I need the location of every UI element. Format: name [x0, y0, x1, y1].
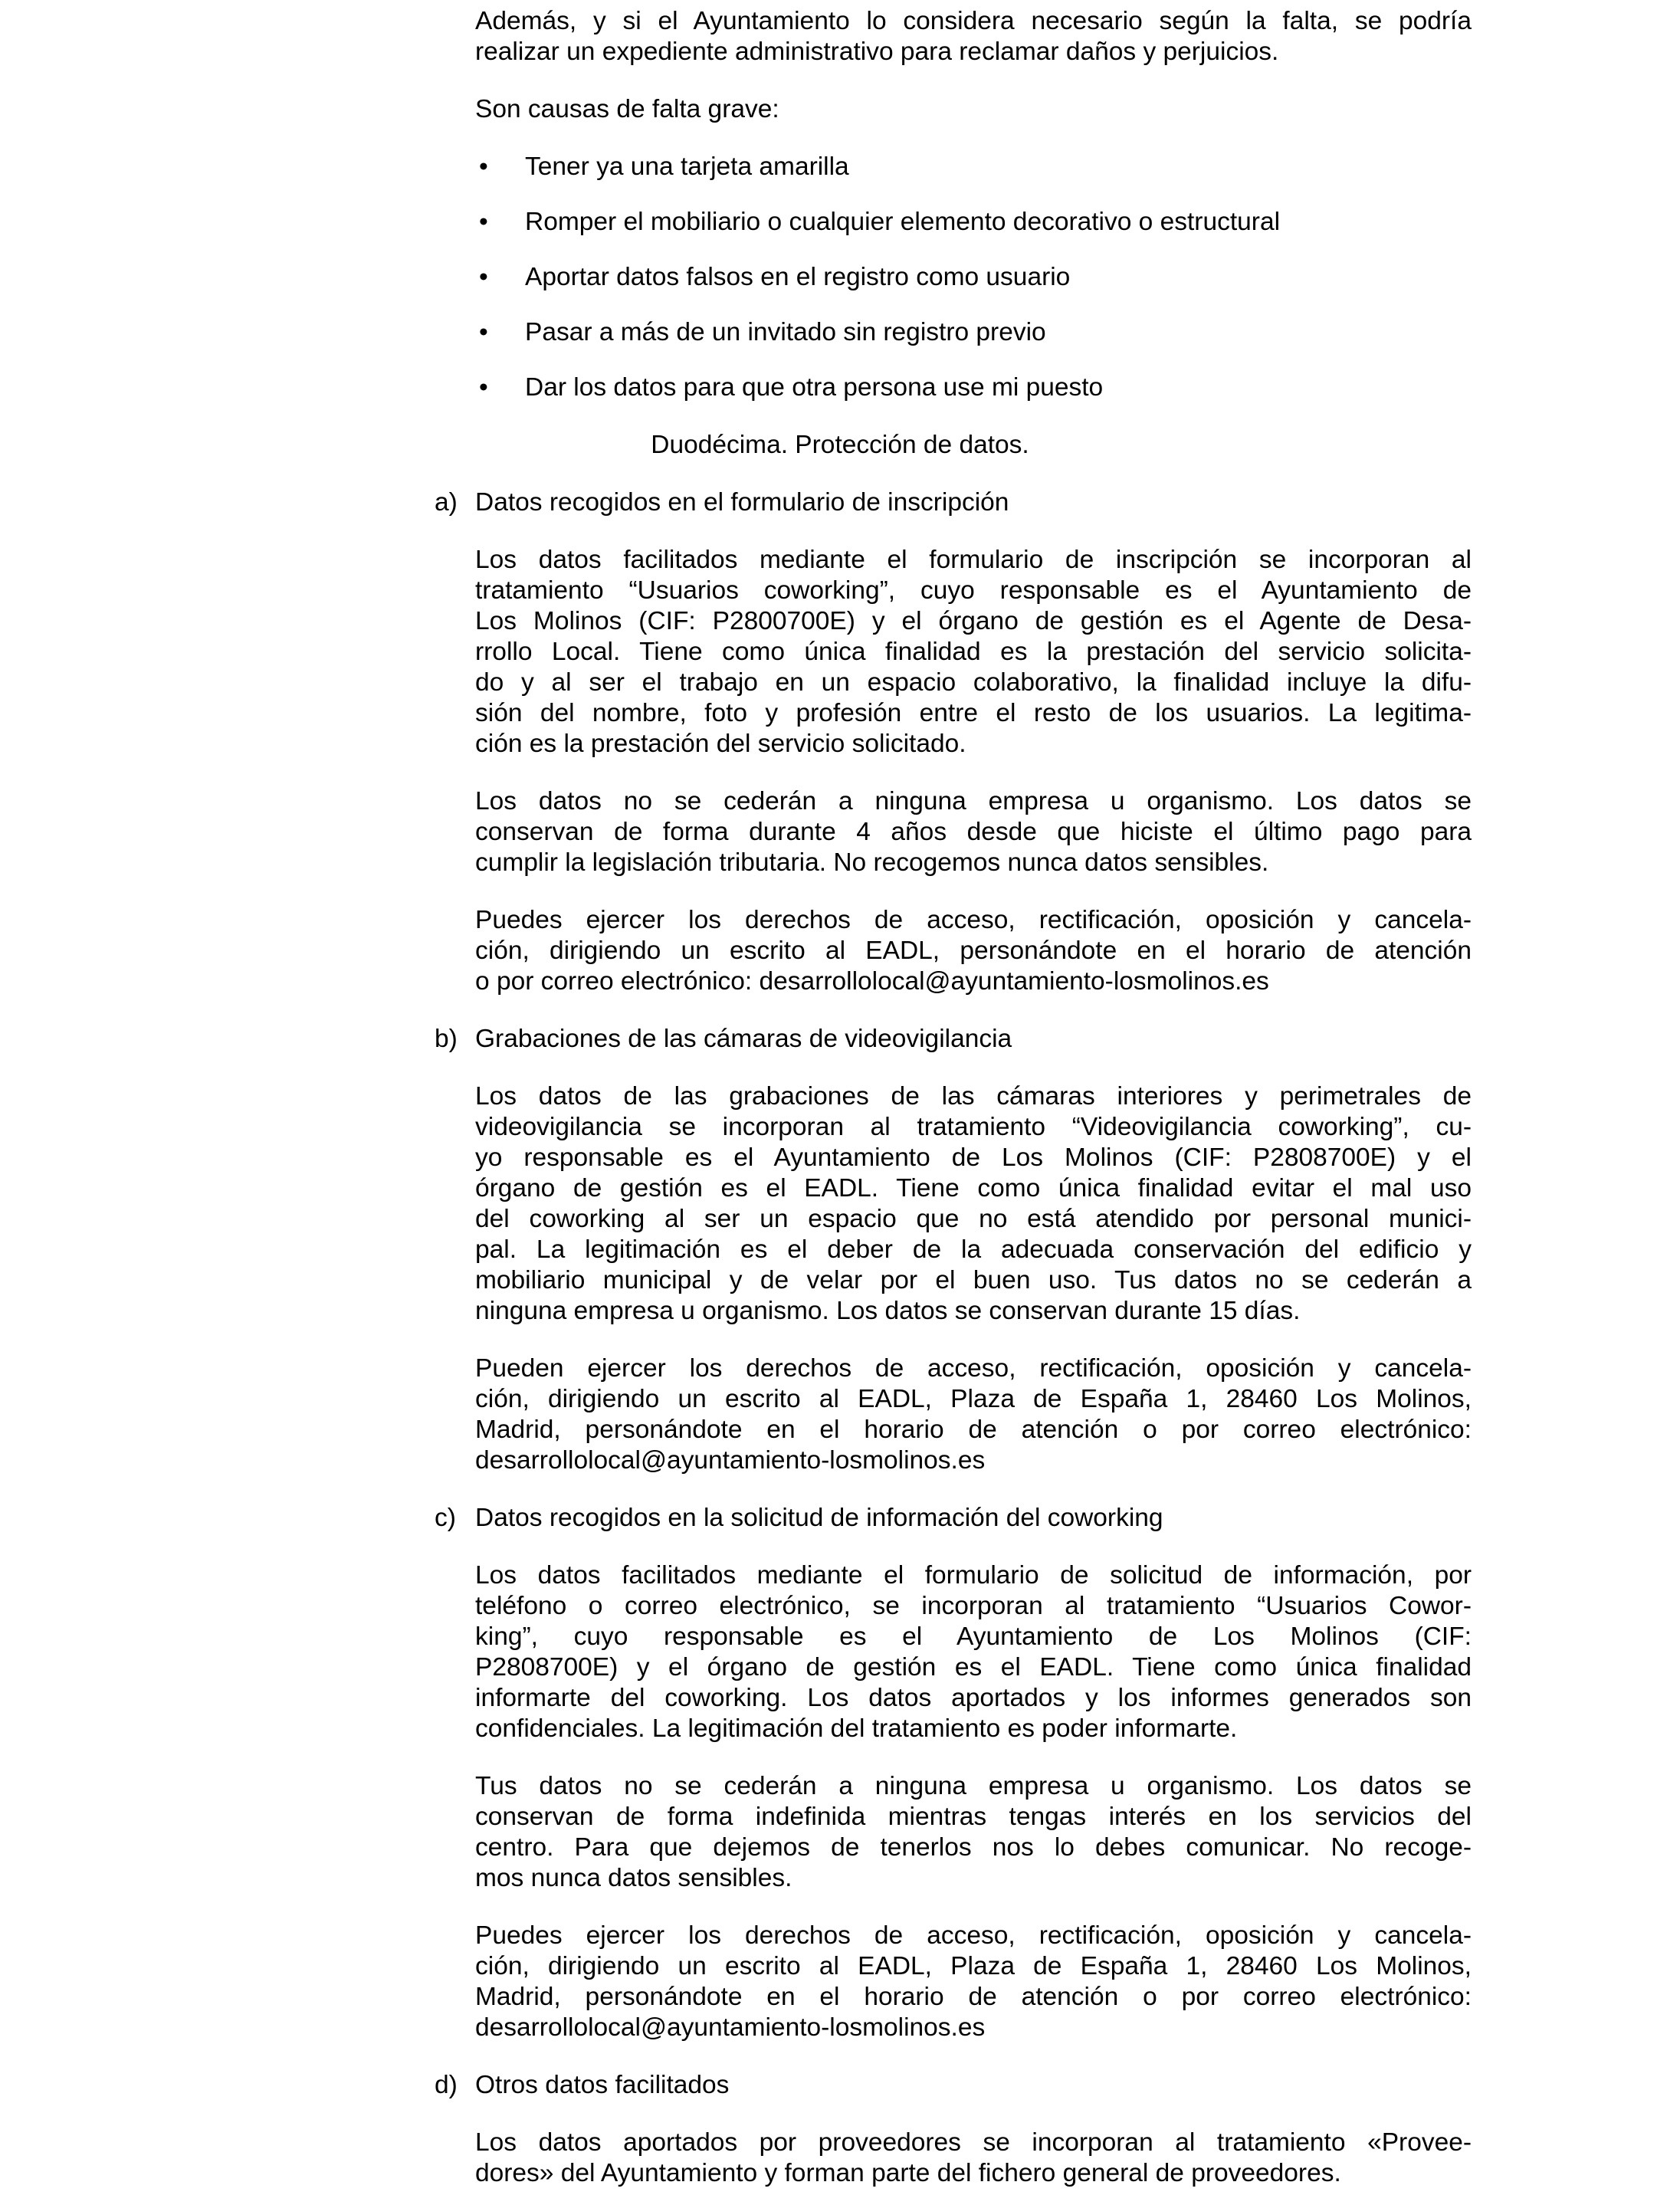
paragraph-line: informarte del coworking. Los datos aportados y los informes generados son	[475, 1684, 1472, 1712]
bullet-item	[475, 152, 1472, 182]
paragraph-line: teléfono o correo electrónico, se incorporan al tratamiento “Usuarios Cowor-	[475, 1592, 1472, 1620]
paragraph-line: Los datos de las grabaciones de las cámaras interiores y perimetrales de	[475, 1082, 1472, 1111]
bullet-icon: •	[479, 318, 488, 346]
list-item-text: Datos recogidos en el formulario de inscripción	[475, 488, 1009, 517]
paragraph-line: centro. Para que dejemos de tenerlos nos lo debes comunicar. No recoge-	[475, 1833, 1472, 1862]
paragraph-line: rrollo Local. Tiene como única finalidad es la prestación del servicio solicita-	[475, 638, 1472, 666]
paragraph-line: Tus datos no se cederán a ninguna empresa u organismo. Los datos se	[475, 1772, 1472, 1800]
bullet-icon: •	[479, 208, 488, 236]
paragraph-line: do y al ser el trabajo en un espacio colaborativo, la finalidad incluye la difu-	[475, 668, 1472, 697]
paragraph-line: Además, y si el Ayuntamiento lo considera necesario según la falta, se podría	[475, 7, 1472, 35]
paragraph-line: desarrollolocal@ayuntamiento-losmolinos.es	[475, 2013, 986, 2042]
paragraph-line: Madrid, personándote en el horario de atención o por correo electrónico:	[475, 1416, 1472, 1444]
paragraph-line: conservan de forma durante 4 años desde que hiciste el último pago para	[475, 818, 1472, 846]
bullet-list	[475, 152, 1472, 403]
paragraph	[475, 1081, 1472, 1327]
bullet-item	[475, 317, 1472, 348]
list-item-marker: a)	[435, 488, 458, 517]
list-item-text: Otros datos facilitados	[475, 2071, 730, 2099]
paragraph-line: tratamiento “Usuarios coworking”, cuyo responsable es el Ayuntamiento de	[475, 576, 1472, 605]
bullet-item-text: Romper el mobiliario o cualquier elemento decorativo o estructural	[525, 208, 1281, 236]
paragraph-line: Puedes ejercer los derechos de acceso, rectificación, oposición y cancela-	[475, 906, 1472, 934]
list-item-text: Grabaciones de las cámaras de videovigilancia	[475, 1025, 1012, 1053]
lettered-item	[435, 2070, 1472, 2101]
bullet-item	[475, 372, 1472, 403]
paragraph-line: cumplir la legislación tributaria. No recogemos nunca datos sensibles.	[475, 848, 1269, 877]
paragraph-line: Puedes ejercer los derechos de acceso, rectificación, oposición y cancela-	[475, 1921, 1472, 1950]
paragraph-line: P2808700E) y el órgano de gestión es el EADL. Tiene como única finalidad	[475, 1653, 1472, 1682]
bullet-icon: •	[479, 153, 488, 181]
paragraph-line: órgano de gestión es el EADL. Tiene como única finalidad evitar el mal uso	[475, 1174, 1472, 1202]
paragraph-line: mos nunca datos sensibles.	[475, 1864, 792, 1892]
paragraph	[475, 94, 1472, 125]
paragraph-line: Los datos aportados por proveedores se incorporan al tratamiento «Provee-	[475, 2128, 1472, 2157]
paragraph-line: realizar un expediente administrativo para reclamar daños y perjuicios.	[475, 38, 1279, 66]
paragraph-line: ninguna empresa u organismo. Los datos se conservan durante 15 días.	[475, 1297, 1301, 1325]
paragraph	[475, 2128, 1472, 2189]
list-item-marker: b)	[435, 1025, 458, 1053]
bullet-item	[475, 207, 1472, 238]
paragraph	[475, 1353, 1472, 1476]
list-item-text: Datos recogidos en la solicitud de información del coworking	[475, 1504, 1163, 1532]
paragraph-line: del coworking al ser un espacio que no está atendido por personal munici-	[475, 1205, 1472, 1233]
paragraph-line: ción, dirigiendo un escrito al EADL, Plaza de España 1, 28460 Los Molinos,	[475, 1952, 1472, 1980]
bullet-icon: •	[479, 263, 488, 291]
paragraph-line: ción es la prestación del servicio solicitado.	[475, 730, 966, 758]
paragraph-line: dores» del Ayuntamiento y forman parte del fichero general de proveedores.	[475, 2159, 1341, 2187]
list-item-marker: c)	[435, 1504, 456, 1532]
bullet-item-text: Tener ya una tarjeta amarilla	[525, 153, 849, 181]
lettered-item	[435, 1024, 1472, 1055]
paragraph-line: Los Molinos (CIF: P2800700E) y el órgano de gestión es el Agente de Desa-	[475, 607, 1472, 635]
paragraph-line: desarrollolocal@ayuntamiento-losmolinos.es	[475, 1446, 986, 1475]
paragraph	[475, 1921, 1472, 2043]
lettered-item	[435, 487, 1472, 518]
paragraph	[475, 1560, 1472, 1744]
paragraph-line: o por correo electrónico: desarrollolocal@ayuntamiento-losmolinos.es	[475, 967, 1269, 996]
paragraph-line: ción, dirigiendo un escrito al EADL, personándote en el horario de atención	[475, 937, 1472, 965]
paragraph	[475, 786, 1472, 878]
list-item-marker: d)	[435, 2071, 458, 2099]
bullet-icon: •	[479, 373, 488, 402]
document-content	[435, 6, 1472, 2189]
paragraph-line: ción, dirigiendo un escrito al EADL, Plaza de España 1, 28460 Los Molinos,	[475, 1385, 1472, 1413]
paragraph	[475, 905, 1472, 997]
paragraph-line: conservan de forma indefinida mientras tengas interés en los servicios del	[475, 1803, 1472, 1831]
bullet-item	[475, 262, 1472, 293]
bullet-item-text: Dar los datos para que otra persona use mi puesto	[525, 373, 1104, 402]
lettered-item	[435, 1503, 1472, 1534]
paragraph-line: mobiliario municipal y de velar por el buen uso. Tus datos no se cederán a	[475, 1266, 1472, 1294]
paragraph-line: pal. La legitimación es el deber de la adecuada conservación del edificio y	[475, 1235, 1472, 1264]
paragraph-line: Pueden ejercer los derechos de acceso, rectificación, oposición y cancela-	[475, 1354, 1472, 1383]
paragraph	[475, 1771, 1472, 1894]
section-heading: Duodécima. Protección de datos.	[651, 431, 1029, 459]
paragraph-line: Madrid, personándote en el horario de atención o por correo electrónico:	[475, 1983, 1472, 2011]
paragraph-line: king”, cuyo responsable es el Ayuntamiento de Los Molinos (CIF:	[475, 1622, 1472, 1651]
paragraph-line: Son causas de falta grave:	[475, 95, 779, 123]
paragraph-line: Los datos facilitados mediante el formulario de inscripción se incorporan al	[475, 546, 1472, 574]
paragraph	[475, 6, 1472, 67]
paragraph	[475, 545, 1472, 760]
paragraph-line: yo responsable es el Ayuntamiento de Los Molinos (CIF: P2808700E) y el	[475, 1143, 1472, 1172]
bullet-item-text: Aportar datos falsos en el registro como usuario	[525, 263, 1071, 291]
paragraph-line: Los datos facilitados mediante el formulario de solicitud de información, por	[475, 1561, 1472, 1590]
bullet-item-text: Pasar a más de un invitado sin registro previo	[525, 318, 1046, 346]
paragraph-line: Los datos no se cederán a ninguna empresa u organismo. Los datos se	[475, 787, 1472, 815]
paragraph-line: confidenciales. La legitimación del tratamiento es poder informarte.	[475, 1714, 1238, 1743]
paragraph-line: sión del nombre, foto y profesión entre el resto de los usuarios. La legitima-	[475, 699, 1472, 727]
paragraph-line: videovigilancia se incorporan al tratamiento “Videovigilancia coworking”, cu-	[475, 1113, 1472, 1141]
